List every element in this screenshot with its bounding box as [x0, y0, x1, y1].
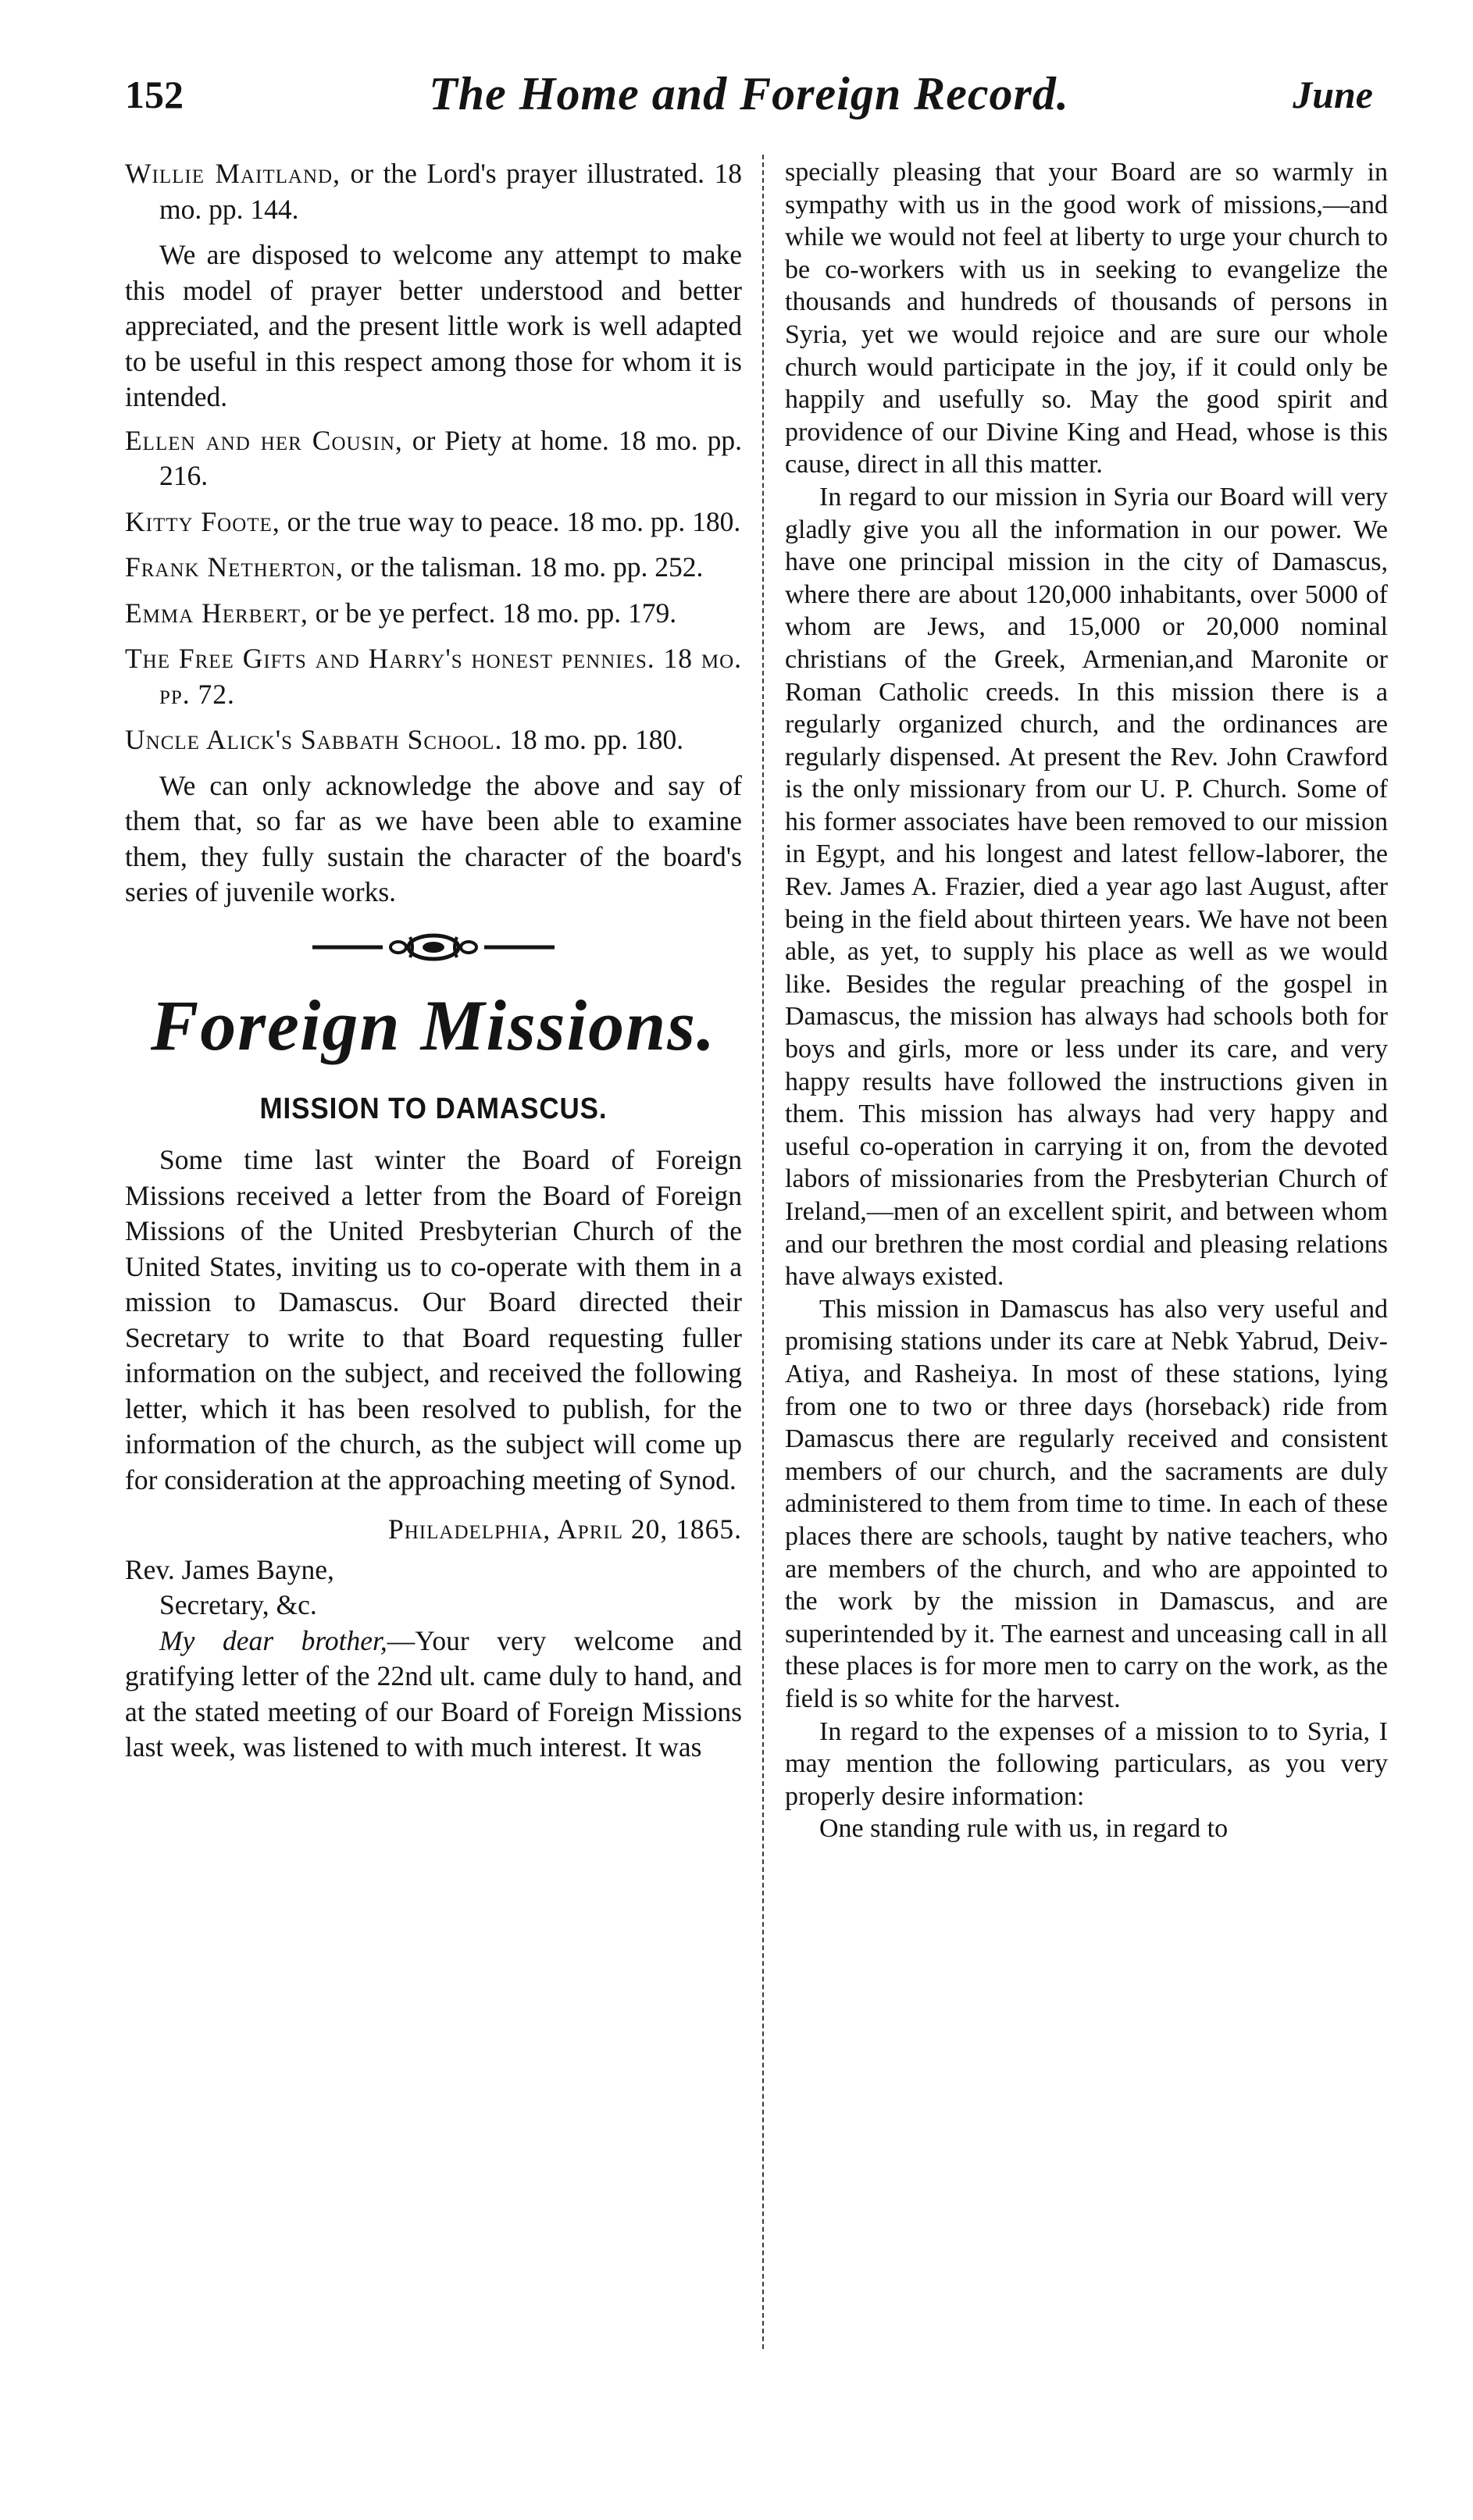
addressee-name: Rev. James Bayne,	[125, 1553, 334, 1585]
addressee-title: Secretary, &c.	[159, 1589, 317, 1620]
letter-dateline: Philadelphia, April 20, 1865.	[388, 1513, 742, 1545]
book-title: Emma Herbert,	[125, 597, 309, 629]
letter-paragraph: One standing rule with us, in regard to	[819, 1814, 1229, 1844]
journal-title: The Home and Foreign Record.	[429, 68, 1069, 119]
book-entry	[125, 641, 742, 712]
page-number: 152	[125, 73, 184, 116]
letter-paragraph: This mission in Damascus has also very useful and promising stations under its care at Nebk Yabrud, Deiv-Atiya, and Rasheiya. In most of these stations, lying from one to two or three days (horseback) ride from Damascus there are regularly received and consistent members of our church, and the sacraments are duly administered to them from time to time. In each of these places there are schools, taught by native teachers, who are members of the church, and who are appointed to the work by the mission in Damascus, and are superintended by it. The earnest and unceasing call in all these places is for more men to carry on the work, as the field is so white for the harvest.	[785, 1294, 1388, 1713]
article-paragraph: Some time last winter the Board of Foreign Missions received a letter from the Board of Foreign Missions of the United Presbyterian Church of the United States, inviting us to co-operate with them in a mission to Damascus. Our Board directed their Secretary to write to that Board requesting fuller information on the subject, and received the following letter, which it has been resolved to publish, for the information of the church, as the subject will come up for consideration at the approaching meeting of Synod.	[125, 1144, 742, 1495]
book-entry	[125, 156, 742, 227]
book-entry	[125, 596, 742, 632]
book-desc: or Piety at home. 18 mo. pp. 216.	[159, 424, 742, 491]
book-desc: or the talisman. 18 mo. pp. 252.	[343, 551, 704, 583]
ornamental-rule	[125, 920, 742, 975]
book-title: Kitty Foote,	[125, 505, 280, 537]
letter-paragraph: specially pleasing that your Board are so warmly in sympathy with us in the good work of missions,—and while we would not feel at liberty to urge your church to be co-workers with us in seeking to evangelize the thousands and hundreds of thousands of persons in Syria, yet we would rejoice and are sure our whole church would participate in the joy, if it could only be happily and usefully so. May the good spirit and providence of our Divine King and Head, whose is this cause, direct in all this matter.	[785, 158, 1388, 479]
letter-paragraph	[125, 1624, 742, 1766]
book-title: Frank Netherton,	[125, 551, 344, 583]
letter-paragraph: In regard to the expenses of a mission to to Syria, I may mention the following particulars, as you very properly desire information:	[785, 1716, 1388, 1811]
book-entry	[125, 722, 742, 758]
book-desc: or the Lord's prayer illustrated. 18 mo. pp. 144.	[159, 158, 742, 225]
review-paragraph: We are disposed to welcome any attempt to make this model of prayer better understood and better appreciated, and the present little work is well adapted to be useful in this respect among those for whom it is intended.	[125, 239, 742, 412]
column-rule	[762, 155, 764, 2349]
letter-body: —Your very welcome and gratifying letter of the 22nd ult. came duly to hand, and at the stated meeting of our Board of Foreign Missions last week, was listened to with much interest. It was	[125, 1624, 742, 1763]
left-column	[125, 156, 742, 1766]
book-title: The Free Gifts	[125, 643, 307, 674]
letter-greeting: My dear brother,	[159, 1624, 387, 1656]
letter-paragraph: In regard to our mission in Syria our Board will very gladly give you all the information in our power. We have one principal mission in the city of Damascus, where there are about 120,000 inhabitants, over 5000 of whom are Jews, and 15,000 or 20,000 nominal christians of the Greek, Armenian,and Maronite or Roman Catholic creeds. In this mission there is a regularly organized church, and the ordinances are regularly dispensed. At present the Rev. John Crawford is the only missionary from our U. P. Church. Some of his former associates have been removed to our mission in Egypt, and his longest and latest fellow-laborer, the Rev. James A. Frazier, died a year ago last August, after being in the field about thirteen years. We have not been able, as yet, to supply his place as well as we would like. Besides the regular preaching of the gospel in Damascus, the mission has always had schools both for boys and girls, more or less under its care, and very happy results have followed the instructions given in them. This mission has always had very happy and useful co-operation in carrying it on, from the devoted labors of missionaries from the Presbyterian Church of Ireland,—men of an excellent spirit, and between whom and our brethren the most cordial and pleasing relations have always existed.	[785, 482, 1388, 1292]
book-desc: or the true way to peace. 18 mo. pp. 180.	[280, 505, 741, 537]
book-desc: 18 mo. pp. 180.	[502, 724, 684, 755]
issue-month: June	[1293, 73, 1373, 116]
closing-paragraph: We can only acknowledge the above and say of them that, so far as we have been able to examine them, they fully sustain the character of the board's series of juvenile works.	[125, 769, 742, 907]
book-desc: or be ye perfect. 18 mo. pp. 179.	[308, 597, 677, 629]
right-column	[785, 156, 1388, 1845]
book-entry	[125, 504, 742, 540]
book-entry	[125, 423, 742, 494]
running-head	[125, 68, 1373, 134]
book-title: Willie Maitland,	[125, 158, 341, 189]
section-heading: Foreign Missions.	[150, 985, 717, 1065]
book-desc: and Harry's honest pennies. 18 mo. pp. 72.	[159, 643, 742, 710]
ornament-icon	[305, 920, 562, 975]
book-title: Uncle Alick's Sabbath School.	[125, 724, 503, 755]
book-title: Ellen and her Cousin,	[125, 424, 403, 456]
article-title: MISSION TO DAMASCUS.	[259, 1092, 608, 1125]
book-entry	[125, 550, 742, 586]
